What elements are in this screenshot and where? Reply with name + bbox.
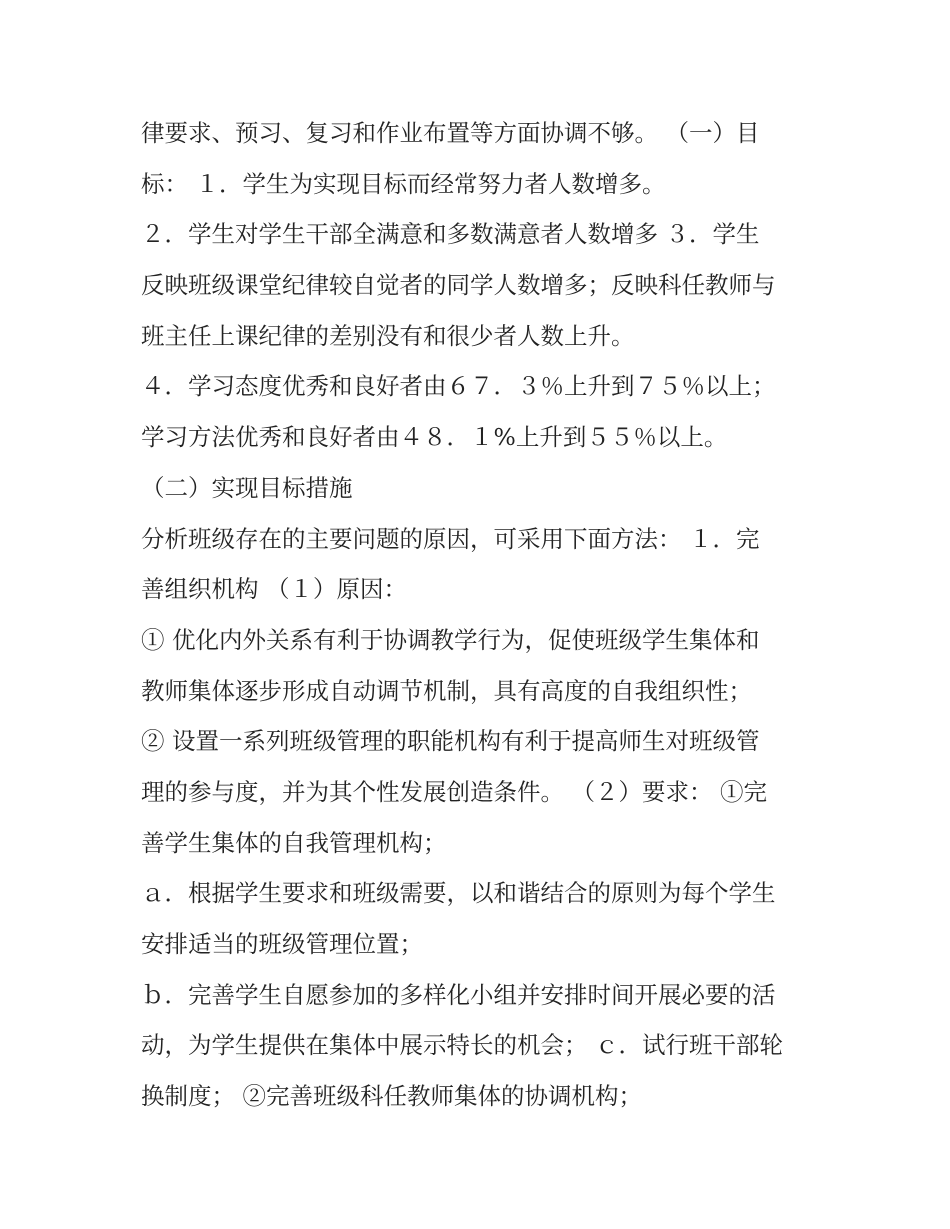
text-line: 善学生集体的自我管理机构；	[141, 828, 447, 857]
text-line: 学习方法优秀和良好者由４８．１%上升到５５％以上。	[141, 423, 728, 452]
text-line: 动，为学生提供在集体中展示特长的机会； ｃ．试行班干部轮	[141, 1031, 783, 1060]
text-line: ｂ．完善学生自愿参加的多样化小组并安排时间开展必要的活	[141, 980, 776, 1009]
text-line: ２．学生对学生干部全满意和多数满意者人数增多 ３．学生	[141, 220, 760, 249]
text-line: 教师集体逐步形成自动调节机制，具有高度的自我组织性；	[141, 676, 752, 705]
text-line: ① 优化内外关系有利于协调教学行为，促使班级学生集体和	[141, 625, 760, 654]
text-line: 班主任上课纪律的差别没有和很少者人数上升。	[141, 321, 635, 350]
text-line: 标： １．学生为实现目标而经常努力者人数增多。	[141, 169, 666, 198]
text-line: ② 设置一系列班级管理的职能机构有利于提高师生对班级管	[141, 727, 760, 756]
text-line: 安排适当的班级管理位置；	[141, 930, 423, 958]
text-line: 理的参与度，并为其个性发展创造条件。 （２）要求： ①完	[141, 777, 767, 806]
section-heading: （二）实现目标措施	[141, 473, 353, 502]
document-body	[141, 108, 821, 1122]
text-line: ４．学习态度优秀和良好者由６７．３％上升到７５％以上；	[141, 372, 776, 401]
text-line: 反映班级课堂纪律较自觉者的同学人数增多；反映科任教师与	[141, 271, 776, 300]
text-line: 换制度； ②完善班级科任教师集体的协调机构；	[141, 1082, 642, 1111]
text-line: ａ．根据学生要求和班级需要，以和谐结合的原则为每个学生	[141, 879, 776, 908]
text-line: 分析班级存在的主要问题的原因，可采用下面方法： １．完	[141, 524, 760, 553]
text-line: 律要求、预习、复习和作业布置等方面协调不够。 （一）目	[141, 119, 760, 147]
text-line: 善组织机构 （１）原因：	[141, 575, 407, 604]
